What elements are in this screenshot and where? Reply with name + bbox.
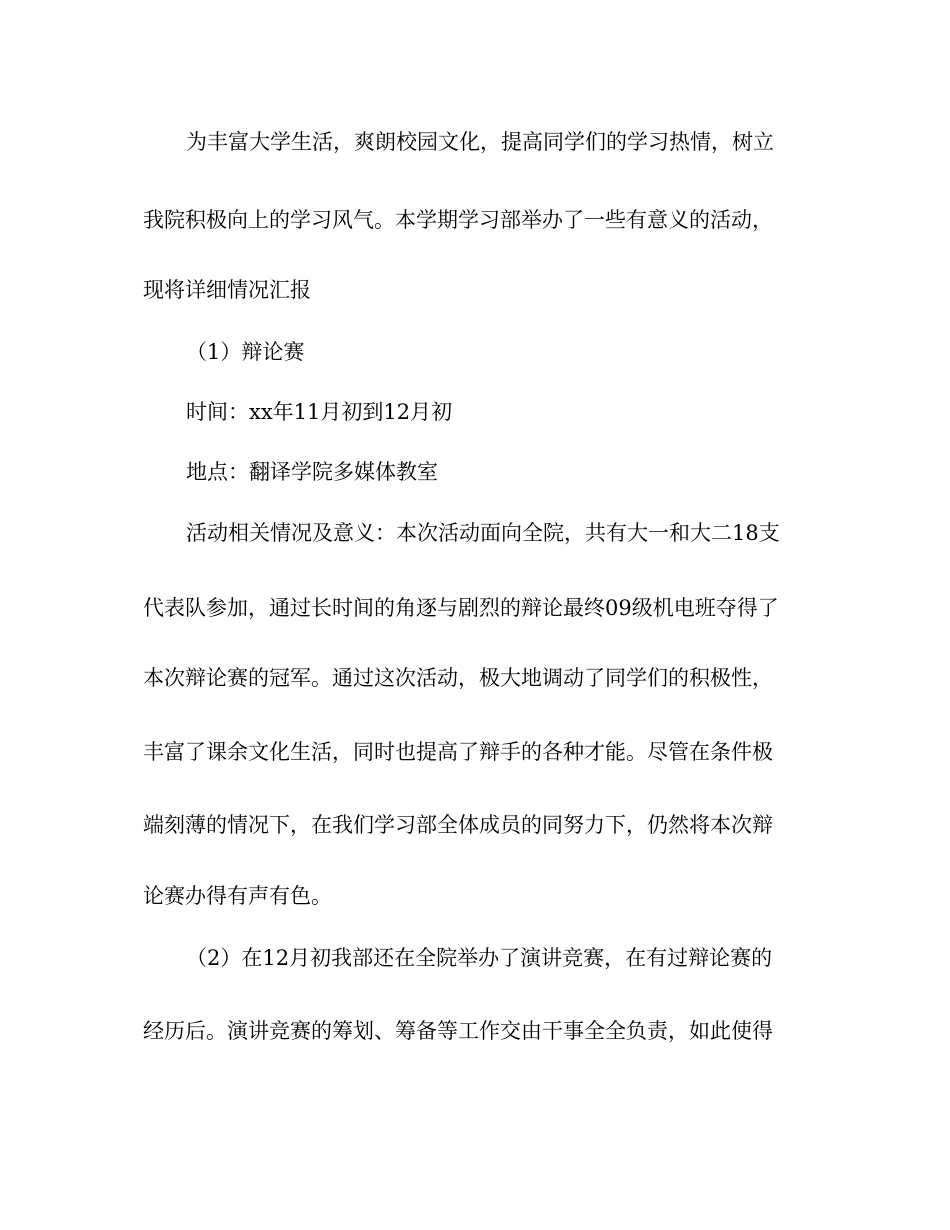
paragraph-line: 论赛办得有声有色。: [143, 884, 332, 908]
paragraph-line: 我院积极向上的学习风气。本学期学习部举办了一些有意义的活动，: [143, 208, 773, 232]
section-paragraph: （2）在12月初我部还在全院举办了演讲竞赛，在有过辩论赛的: [186, 946, 773, 970]
paragraph-line: 端刻薄的情况下，在我们学习部全体成员的同努力下，仍然将本次辩: [143, 813, 773, 837]
paragraph-line: 本次辩论赛的冠军。通过这次活动，极大地调动了同学们的积极性，: [143, 666, 773, 690]
paragraph-line: 为丰富大学生活，爽朗校园文化，提高同学们的学习热情，树立: [186, 130, 774, 154]
paragraph-line: 丰富了课余文化生活，同时也提高了辩手的各种才能。尽管在条件极: [143, 740, 773, 764]
event-time: 时间：xx年11月初到12月初: [186, 400, 453, 424]
paragraph-line: 代表队参加，通过长时间的角逐与剧烈的辩论最终09级机电班夺得了: [143, 596, 779, 620]
section-heading: （1）辩论赛: [186, 340, 305, 364]
paragraph-line: 现将详细情况汇报: [143, 278, 311, 302]
paragraph-line: 活动相关情况及意义：本次活动面向全院，共有大一和大二18支: [186, 521, 780, 545]
event-location: 地点：翻译学院多媒体教室: [186, 460, 438, 484]
paragraph-line: 经历后。演讲竞赛的筹划、筹备等工作交由干事全全负责，如此使得: [143, 1019, 773, 1043]
